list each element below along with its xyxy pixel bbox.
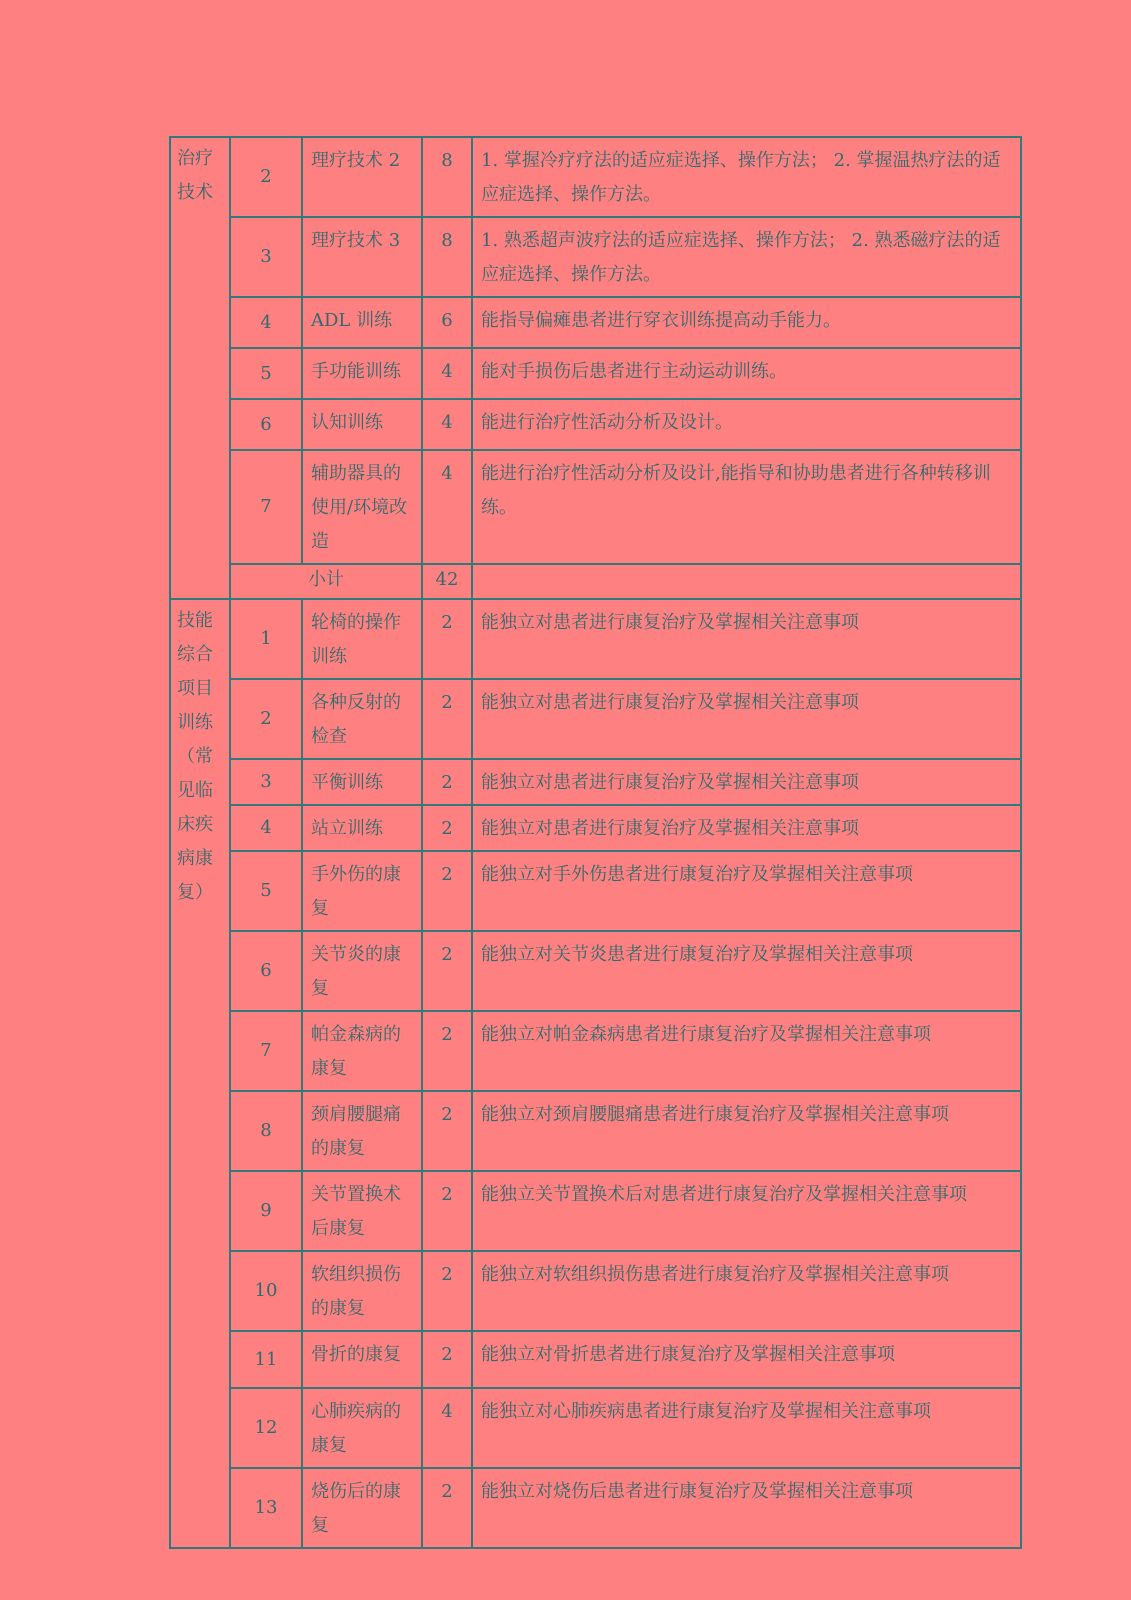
row-number: 4: [230, 297, 302, 348]
course-content: 能独立对烧伤后患者进行康复治疗及掌握相关注意事项: [472, 1468, 1021, 1548]
course-name: 理疗技术 3: [302, 217, 422, 297]
row-number: 3: [230, 217, 302, 297]
course-name: 理疗技术 2: [302, 137, 422, 217]
course-name: 心肺疾病的康复: [302, 1388, 422, 1468]
course-content: 1. 掌握冷疗疗法的适应症选择、操作方法； 2. 掌握温热疗法的适应症选择、操作方法。: [472, 137, 1021, 217]
row-number: 8: [230, 1091, 302, 1171]
table-row: [170, 1388, 1021, 1468]
course-content: 能独立对颈肩腰腿痛患者进行康复治疗及掌握相关注意事项: [472, 1091, 1021, 1171]
course-hours: 2: [422, 759, 472, 805]
table-row: [170, 1011, 1021, 1091]
row-number: 11: [230, 1331, 302, 1388]
course-hours: 8: [422, 137, 472, 217]
course-name: 站立训练: [302, 805, 422, 851]
table-row: [170, 297, 1021, 348]
course-hours: 2: [422, 805, 472, 851]
course-name: 关节炎的康复: [302, 931, 422, 1011]
course-hours: 2: [422, 1091, 472, 1171]
table-row: [170, 1091, 1021, 1171]
row-number: 2: [230, 679, 302, 759]
course-name: 平衡训练: [302, 759, 422, 805]
course-hours: 6: [422, 297, 472, 348]
course-hours: 2: [422, 1171, 472, 1251]
course-content: 能独立对患者进行康复治疗及掌握相关注意事项: [472, 805, 1021, 851]
course-hours: 2: [422, 931, 472, 1011]
table-row: [170, 759, 1021, 805]
course-content: 能独立对软组织损伤患者进行康复治疗及掌握相关注意事项: [472, 1251, 1021, 1331]
table-row: [170, 348, 1021, 399]
row-number: 7: [230, 1011, 302, 1091]
table-row: [170, 805, 1021, 851]
table-row: [170, 1331, 1021, 1388]
subtotal-empty-cell: [472, 564, 1021, 599]
subtotal-row: [170, 564, 1021, 599]
course-hours: 2: [422, 1331, 472, 1388]
row-number: 12: [230, 1388, 302, 1468]
table-row: [170, 599, 1021, 679]
course-hours: 8: [422, 217, 472, 297]
course-name: 手功能训练: [302, 348, 422, 399]
table-row: [170, 1468, 1021, 1548]
row-number: 9: [230, 1171, 302, 1251]
row-number: 2: [230, 137, 302, 217]
course-hours: 4: [422, 1388, 472, 1468]
course-hours: 2: [422, 1011, 472, 1091]
course-hours: 2: [422, 1468, 472, 1548]
subtotal-hours: 42: [422, 564, 472, 599]
table-row: [170, 1171, 1021, 1251]
category-cell: 技能综合项目训练（常见临床疾病康复）: [170, 599, 230, 1548]
course-hours: 2: [422, 679, 472, 759]
course-name: 软组织损伤的康复: [302, 1251, 422, 1331]
course-hours: 2: [422, 851, 472, 931]
table-row: [170, 399, 1021, 450]
curriculum-table: [169, 136, 1022, 1549]
course-hours: 4: [422, 399, 472, 450]
course-content: 能进行治疗性活动分析及设计。: [472, 399, 1021, 450]
course-content: 能独立对骨折患者进行康复治疗及掌握相关注意事项: [472, 1331, 1021, 1388]
course-hours: 4: [422, 450, 472, 564]
course-content: 能独立对患者进行康复治疗及掌握相关注意事项: [472, 759, 1021, 805]
table-row: [170, 851, 1021, 931]
row-number: 6: [230, 399, 302, 450]
course-name: ADL 训练: [302, 297, 422, 348]
course-name: 关节置换术后康复: [302, 1171, 422, 1251]
table-row: [170, 137, 1021, 217]
course-name: 骨折的康复: [302, 1331, 422, 1388]
table-row: [170, 217, 1021, 297]
course-hours: 4: [422, 348, 472, 399]
row-number: 5: [230, 348, 302, 399]
subtotal-label: 小计: [230, 564, 422, 599]
table-row: [170, 450, 1021, 564]
row-number: 4: [230, 805, 302, 851]
course-content: 能独立对患者进行康复治疗及掌握相关注意事项: [472, 679, 1021, 759]
course-name: 辅助器具的使用/环境改造: [302, 450, 422, 564]
row-number: 10: [230, 1251, 302, 1331]
course-name: 颈肩腰腿痛的康复: [302, 1091, 422, 1171]
row-number: 5: [230, 851, 302, 931]
course-name: 认知训练: [302, 399, 422, 450]
course-content: 能独立对患者进行康复治疗及掌握相关注意事项: [472, 599, 1021, 679]
course-content: 能独立对心肺疾病患者进行康复治疗及掌握相关注意事项: [472, 1388, 1021, 1468]
table-row: [170, 1251, 1021, 1331]
course-content: 1. 熟悉超声波疗法的适应症选择、操作方法； 2. 熟悉磁疗法的适应症选择、操作方法。: [472, 217, 1021, 297]
course-name: 各种反射的检查: [302, 679, 422, 759]
course-name: 烧伤后的康复: [302, 1468, 422, 1548]
row-number: 3: [230, 759, 302, 805]
row-number: 6: [230, 931, 302, 1011]
course-content: 能独立对帕金森病患者进行康复治疗及掌握相关注意事项: [472, 1011, 1021, 1091]
table-row: [170, 931, 1021, 1011]
category-cell: 治疗技术: [170, 137, 230, 599]
course-name: 轮椅的操作训练: [302, 599, 422, 679]
course-content: 能独立对关节炎患者进行康复治疗及掌握相关注意事项: [472, 931, 1021, 1011]
table-row: [170, 679, 1021, 759]
row-number: 13: [230, 1468, 302, 1548]
course-content: 能对手损伤后患者进行主动运动训练。: [472, 348, 1021, 399]
course-name: 手外伤的康复: [302, 851, 422, 931]
course-content: 能指导偏瘫患者进行穿衣训练提高动手能力。: [472, 297, 1021, 348]
course-hours: 2: [422, 1251, 472, 1331]
course-content: 能独立对手外伤患者进行康复治疗及掌握相关注意事项: [472, 851, 1021, 931]
row-number: 7: [230, 450, 302, 564]
course-content: 能进行治疗性活动分析及设计,能指导和协助患者进行各种转移训练。: [472, 450, 1021, 564]
course-name: 帕金森病的康复: [302, 1011, 422, 1091]
course-hours: 2: [422, 599, 472, 679]
course-content: 能独立关节置换术后对患者进行康复治疗及掌握相关注意事项: [472, 1171, 1021, 1251]
row-number: 1: [230, 599, 302, 679]
